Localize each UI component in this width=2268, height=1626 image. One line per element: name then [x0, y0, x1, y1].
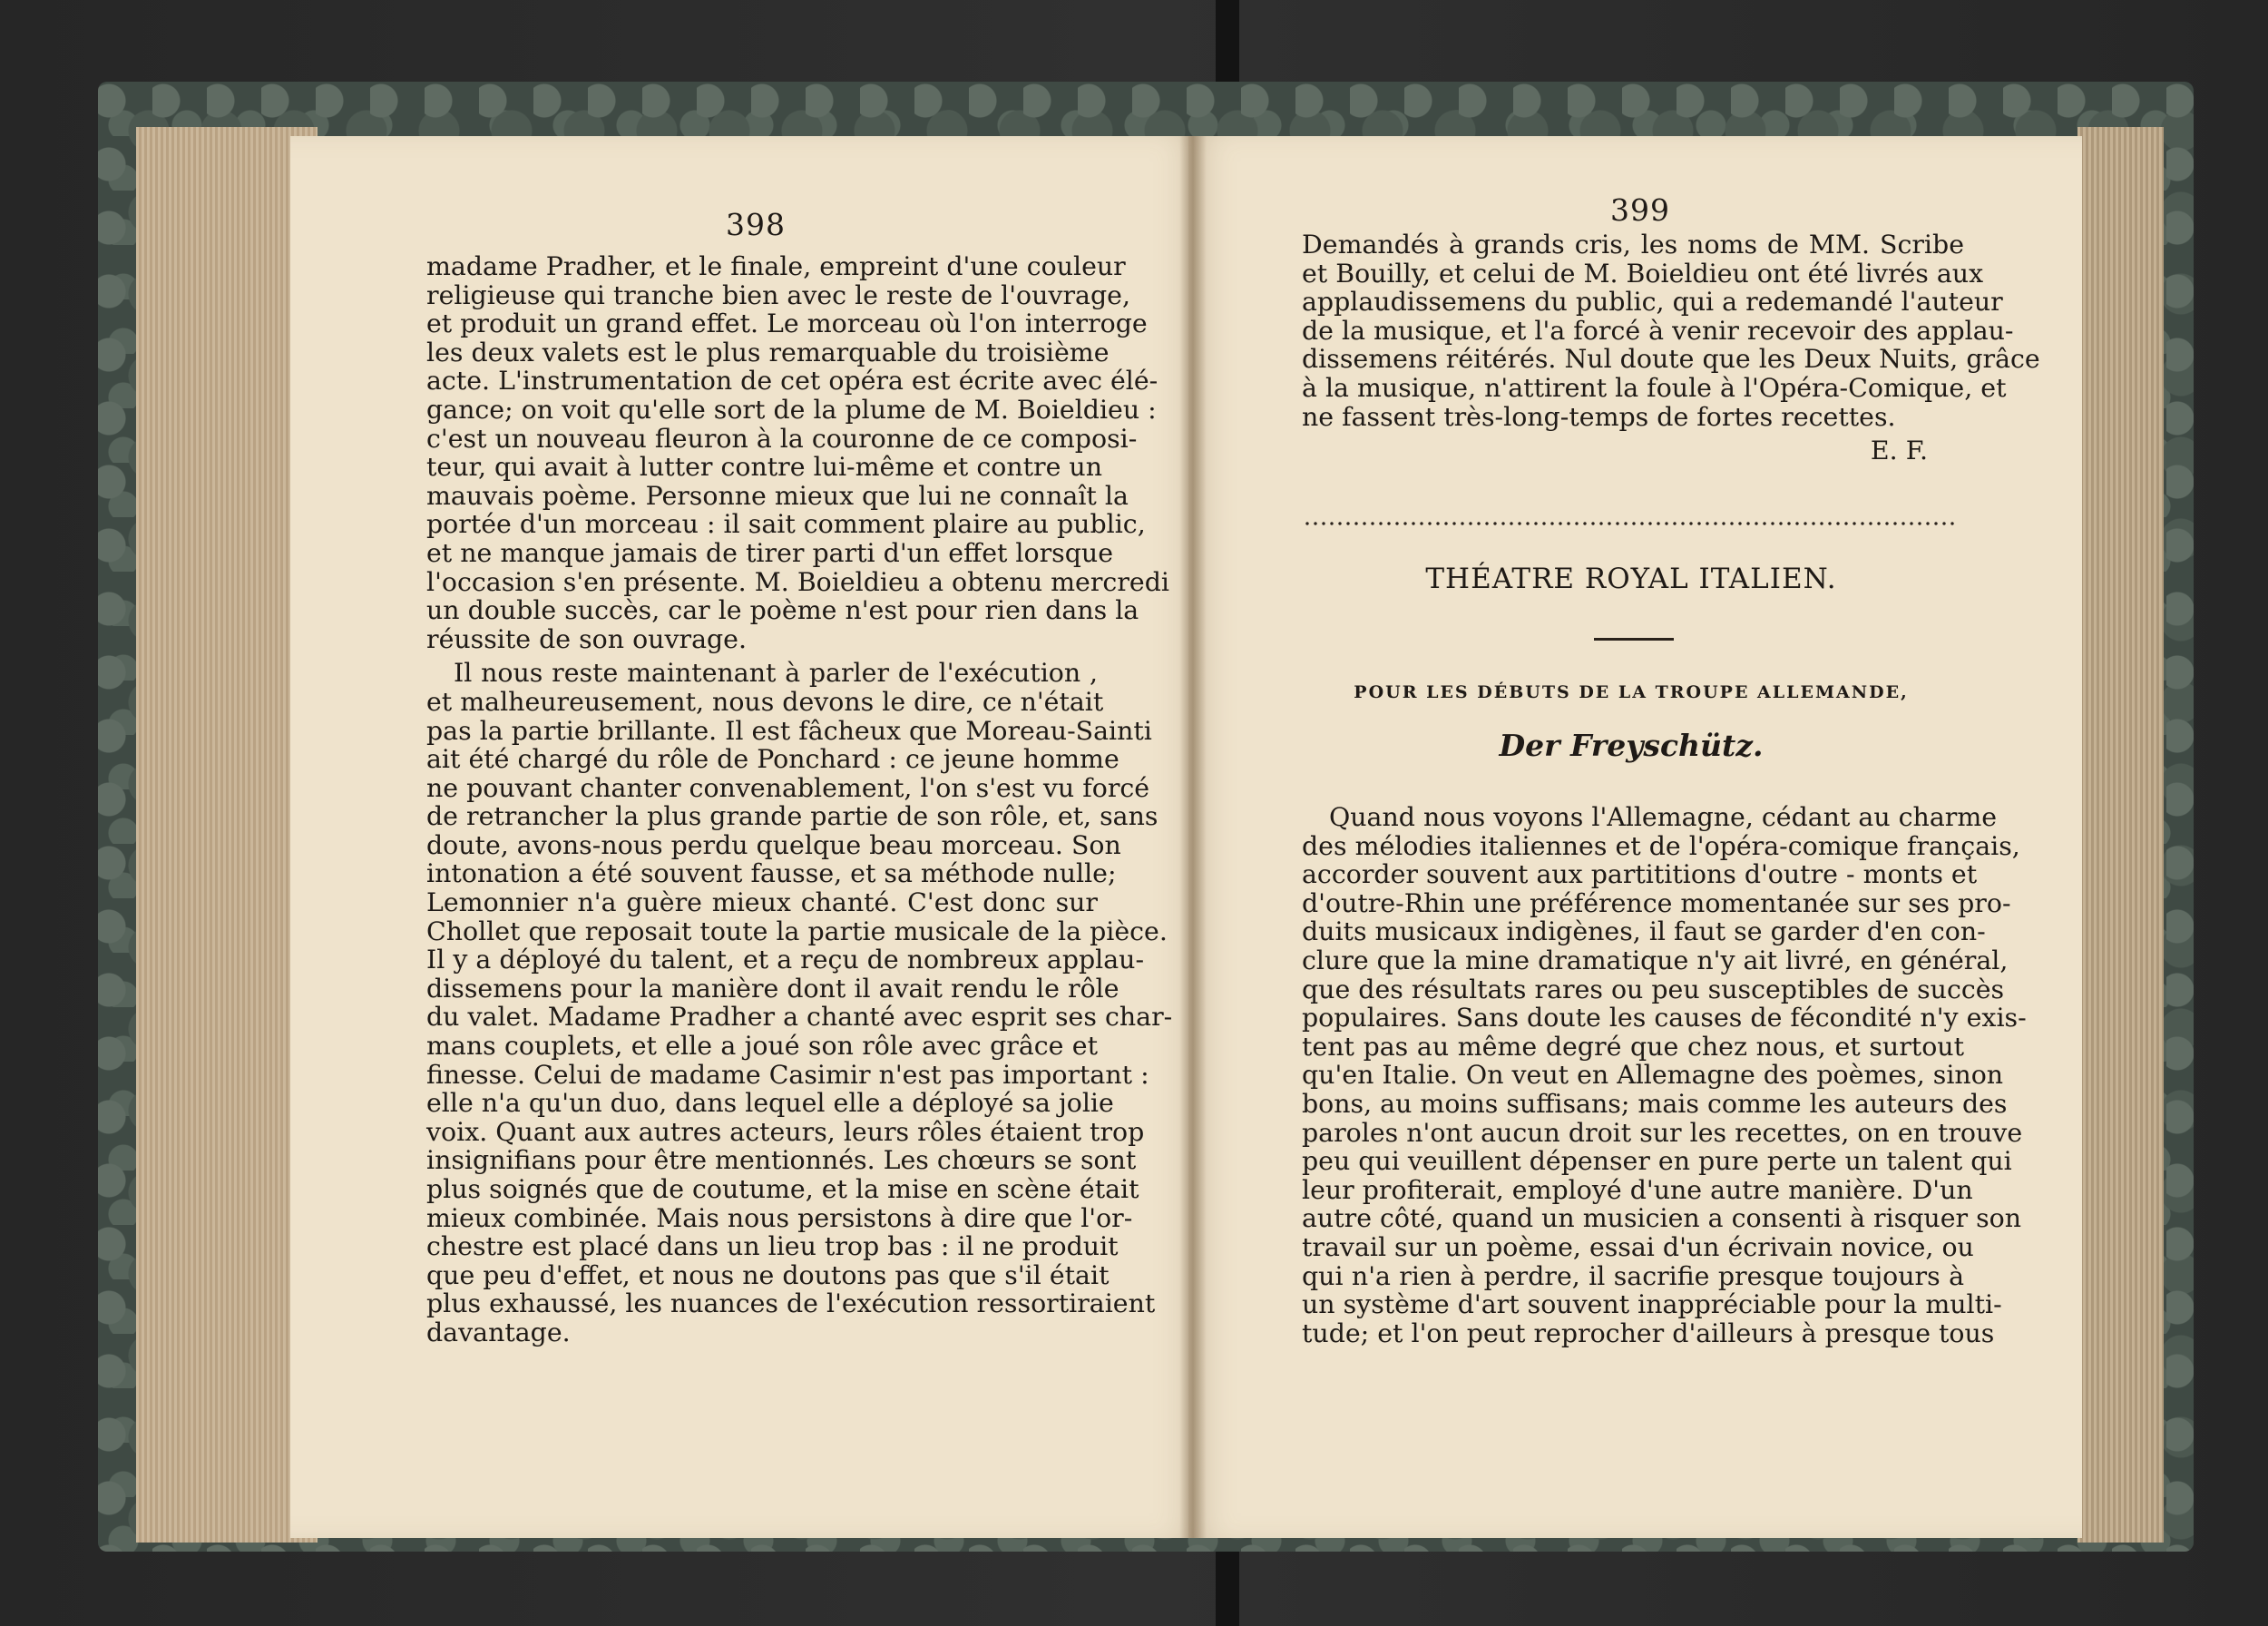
text-line: qui n'a rien à perdre, il sacrifie presque toujours à: [1302, 1260, 1964, 1291]
work-title: Der Freyschütz.: [1499, 728, 1764, 763]
text-line: davantage.: [426, 1317, 571, 1347]
text-line: dissemens réitérés. Nul doute que les Deux Nuits, grâce: [1302, 344, 2040, 375]
text-line: insignifians pour être mentionnés. Les chœurs se sont: [426, 1145, 1137, 1176]
text-line: populaires. Sans doute les causes de fécondité n'y exis-: [1302, 1003, 2027, 1033]
text-line: un système d'art souvent inappréciable pour la multi-: [1302, 1289, 2002, 1320]
text-line: ait été chargé du rôle de Ponchard : ce jeune homme: [426, 744, 1119, 775]
short-rule: [1594, 638, 1674, 641]
text-line: acte. L'instrumentation de cet opéra est écrite avec élé-: [426, 366, 1158, 397]
right-page-body-text: [1302, 802, 2027, 1348]
text-line: de retrancher la plus grande partie de son rôle, et, sans: [426, 801, 1158, 832]
text-line: l'occasion s'en présente. M. Boieldieu a obtenu mercredi: [426, 566, 1169, 597]
text-line: du valet. Madame Pradher a chanté avec esprit ses char-: [426, 1002, 1173, 1033]
text-line: gance; on voit qu'elle sort de la plume de M. Boieldieu :: [426, 394, 1157, 425]
decorative-wavy-rule: [1305, 519, 1958, 528]
text-line: et Bouilly, et celui de M. Boieldieu ont été livrés aux: [1302, 258, 1984, 289]
left-page: [290, 136, 1202, 1538]
text-line: à la musique, n'attirent la foule à l'Opéra-Comique, et: [1302, 372, 2007, 403]
text-line: Demandés à grands cris, les noms de MM. Scribe: [1302, 230, 1964, 260]
text-line: mans couplets, et elle a joué son rôle avec grâce et: [426, 1031, 1098, 1062]
text-line: Quand nous voyons l'Allemagne, cédant au charme: [1329, 802, 1998, 832]
text-line: d'outre-Rhin une préférence momentanée sur ses pro-: [1302, 887, 2011, 918]
text-line: bons, au moins suffisans; mais comme les auteurs des: [1302, 1088, 2008, 1119]
text-line: et malheureusement, nous devons le dire, ce n'était: [426, 686, 1104, 717]
text-line: leur profiterait, employé d'une autre manière. D'un: [1302, 1174, 1973, 1205]
right-page-opening-text: [1302, 230, 2040, 466]
text-line: ne fassent très-long-temps de fortes recettes.: [1302, 401, 1896, 432]
text-line: tent pas au même degré que chez nous, et surtout: [1302, 1031, 1964, 1062]
text-line: duits musicaux indigènes, il faut se garder d'en con-: [1302, 916, 1986, 947]
text-line: portée d'un morceau : il sait comment plaire au public,: [426, 509, 1146, 540]
text-line: clure que la mine dramatique n'y ait livré, en général,: [1302, 945, 2009, 975]
text-line: peu qui veuillent dépenser en pure perte un talent qui: [1302, 1146, 2012, 1177]
text-line: intonation a été souvent fausse, et sa méthode nulle;: [426, 858, 1117, 889]
page-edges-right: [2077, 127, 2164, 1543]
text-line: les deux valets est le plus remarquable du troisième: [426, 337, 1110, 367]
text-line: tude; et l'on peut reprocher d'ailleurs à presque tous: [1302, 1317, 1995, 1348]
text-line: mieux combinée. Mais nous persistons à dire que l'or-: [426, 1202, 1133, 1233]
text-line: dissemens pour la manière dont il avait rendu le rôle: [426, 973, 1119, 1004]
text-line: réussite de son ouvrage.: [426, 623, 747, 654]
text-line: et ne manque jamais de tirer parti d'un effet lorsque: [426, 537, 1114, 568]
text-line: elle n'a qu'un duo, dans lequel elle a déployé sa jolie: [426, 1088, 1114, 1119]
text-line: un double succès, car le poème n'est pour rien dans la: [426, 595, 1139, 626]
text-line: mauvais poème. Personne mieux que lui ne connaît la: [426, 480, 1129, 511]
section-title: THÉATRE ROYAL ITALIEN.: [1425, 563, 1837, 595]
text-line: travail sur un poème, essai d'un écrivain novice, ou: [1302, 1231, 1974, 1262]
text-line: que des résultats rares ou peu susceptibles de succès: [1302, 974, 2005, 1004]
text-line: applaudissemens du public, qui a redemandé l'auteur: [1302, 287, 2003, 318]
page-number-right: 399: [1610, 192, 1670, 228]
text-line: finesse. Celui de madame Casimir n'est pas important :: [426, 1059, 1149, 1090]
text-line: madame Pradher, et le finale, empreint d'une couleur: [426, 251, 1126, 281]
text-line: et produit un grand effet. Le morceau où l'on interroge: [426, 309, 1148, 339]
book-gutter: [1179, 136, 1207, 1538]
text-line: des mélodies italiennes et de l'opéra-comique français,: [1302, 830, 2020, 861]
text-line: de la musique, et l'a forcé à venir recevoir des applau-: [1302, 315, 2014, 346]
text-line: plus exhaussé, les nuances de l'exécution ressortiraient: [426, 1288, 1156, 1319]
text-line: chestre est placé dans un lieu trop bas : il ne produit: [426, 1231, 1119, 1262]
text-line: Il nous reste maintenant à parler de l'exécution ,: [454, 658, 1098, 689]
text-line: qu'en Italie. On veut en Allemagne des poèmes, sinon: [1302, 1060, 2004, 1091]
page-number-left: 398: [726, 207, 786, 242]
text-line: Lemonnier n'a guère mieux chanté. C'est donc sur: [426, 887, 1098, 918]
text-line: c'est un nouveau fleuron à la couronne de ce composi-: [426, 423, 1138, 454]
text-line: teur, qui avait à lutter contre lui-même et contre un: [426, 452, 1102, 483]
text-line: autre côté, quand un musicien a consenti à risquer son: [1302, 1203, 2022, 1234]
text-line: pas la partie brillante. Il est fâcheux que Moreau-Sainti: [426, 715, 1152, 746]
left-page-text: [426, 251, 1173, 1347]
text-line: que peu d'effet, et nous ne doutons pas que s'il était: [426, 1259, 1110, 1290]
text-line: voix. Quant aux autres acteurs, leurs rôles étaient trop: [426, 1116, 1145, 1147]
text-line: accorder souvent aux partititions d'outre - monts et: [1302, 859, 1978, 890]
signature: E. F.: [1870, 436, 1928, 466]
text-line: Il y a déployé du talent, et a reçu de nombreux applau-: [426, 945, 1145, 975]
right-page: [1188, 136, 2082, 1538]
text-line: doute, avons-nous perdu quelque beau morceau. Son: [426, 829, 1121, 860]
text-line: religieuse qui tranche bien avec le reste de l'ouvrage,: [426, 279, 1130, 310]
text-line: paroles n'ont aucun droit sur les recettes, on en trouve: [1302, 1117, 2023, 1148]
text-line: plus soignés que de coutume, et la mise en scène était: [426, 1174, 1139, 1204]
text-line: Chollet que reposait toute la partie musicale de la pièce.: [426, 916, 1168, 946]
section-subtitle: POUR LES DÉBUTS DE LA TROUPE ALLEMANDE,: [1354, 682, 1909, 702]
text-line: ne pouvant chanter convenablement, l'on s'est vu forcé: [426, 772, 1150, 803]
